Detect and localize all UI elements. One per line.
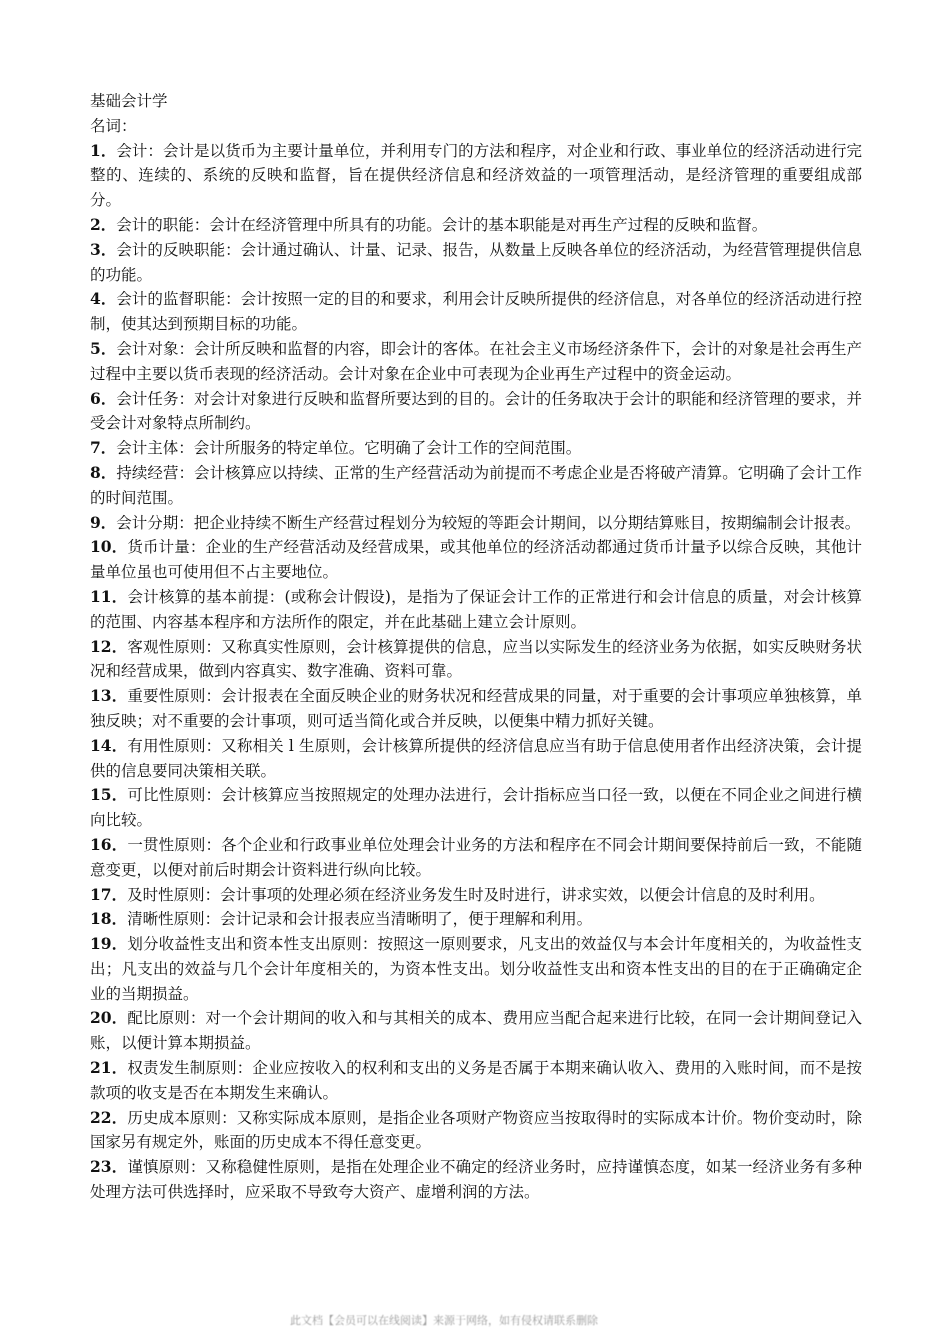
term-entry [90, 387, 862, 437]
page-footer: 此文档【会员可以在线阅读】来源于网络，如有侵权请联系删除 [290, 1314, 598, 1327]
entry-number: 10． [90, 537, 128, 557]
entry-number: 14． [90, 735, 128, 755]
entry-number: 6． [90, 388, 117, 408]
term-entry [90, 337, 862, 387]
entry-text: 权责发生制原则：企业应按收入的权利和支出的义务是否属于本期来确认收入、费用的入账时间，而不是按款项的收支是否在本期发生来确认。 [90, 1059, 862, 1102]
term-entry [90, 883, 862, 908]
entry-number: 12． [90, 636, 128, 656]
entry-number: 11． [90, 586, 128, 606]
entry-number: 15． [90, 785, 128, 805]
entry-number: 4． [90, 289, 117, 309]
term-entry [90, 1056, 862, 1106]
entry-text: 会计主体：会计所服务的特定单位。它明确了会计工作的空间范围。 [116, 439, 582, 458]
entry-number: 9． [90, 512, 117, 532]
entry-text: 持续经营：会计核算应以持续、正常的生产经营活动为前提而不考虑企业是否将破产清算。它明确了会计工作的时间范围。 [90, 463, 862, 507]
entry-number: 16． [90, 834, 128, 854]
entry-text: 配比原则：对一个会计期间的收入和与其相关的成本、费用应当配合起来进行比较，在同一会计期间登记入账，以便计算本期损益。 [90, 1009, 862, 1053]
entry-text: 一贯性原则：各个企业和行政事业单位处理会计业务的方法和程序在不同会计期间要保持前后一致，不能随意变更，以便对前后时期会计资料进行纵向比较。 [90, 835, 862, 879]
term-entry [90, 684, 862, 734]
term-entry [90, 535, 862, 585]
entry-text: 会计核算的基本前提：(或称会计假设)，是指为了保证会计工作的正常进行和会计信息的质量，对会计核算的范围、内容基本程序和方法所作的限定，并在此基础上建立会计原则。 [90, 587, 862, 631]
document-title: 基础会计学 [90, 92, 168, 110]
term-entry [90, 585, 862, 635]
term-entry [90, 932, 862, 1006]
entry-number: 22． [90, 1107, 128, 1127]
term-entry [90, 139, 862, 213]
term-entry [90, 1106, 862, 1156]
entry-text: 会计任务：对会计对象进行反映和监督所要达到的目的。会计的任务取决于会计的职能和经济管理的要求，并受会计对象特点所制约。 [90, 389, 862, 433]
entry-number: 7． [90, 438, 117, 458]
entry-number: 2． [90, 214, 117, 234]
entry-text: 会计分期：把企业持续不断生产经营过程划分为较短的等距会计期间，以分期结算账目，按期编制会计报表。 [116, 513, 861, 532]
entry-number: 20． [90, 1008, 128, 1028]
entry-text: 有用性原则：又称相关 l 生原则，会计核算所提供的经济信息应当有助于信息使用者作出经济决策，会计提供的信息要同决策相关联。 [90, 736, 862, 780]
term-entry [90, 238, 862, 288]
entry-text: 可比性原则：会计核算应当按照规定的处理办法进行，会计指标应当口径一致，以便在不同企业之间进行横向比较。 [90, 786, 862, 830]
entry-number: 21． [90, 1058, 128, 1078]
term-entry [90, 783, 862, 833]
entry-text: 会计：会计是以货币为主要计量单位，并利用专门的方法和程序，对企业和行政、事业单位的经济活动进行完整的、连续的、系统的反映和监督，旨在提供经济信息和经济效益的一项管理活动，是经济管理的重要组成部分。 [90, 141, 862, 210]
term-entry [90, 1006, 862, 1056]
term-entry [90, 734, 862, 784]
entry-text: 客观性原则：又称真实性原则，会计核算提供的信息，应当以实际发生的经济业务为依据，如实反映财务状况和经营成果，做到内容真实、数字准确、资料可靠。 [90, 637, 862, 681]
entry-text: 谨慎原则：又称稳健性原则，是指在处理企业不确定的经济业务时，应持谨慎态度，如某一经济业务有多种处理方法可供选择时，应采取不导致夸大资产、虚增利润的方法。 [90, 1158, 862, 1202]
term-entry [90, 1155, 862, 1205]
entry-number: 5． [90, 338, 117, 358]
term-entry [90, 287, 862, 337]
entry-text: 清晰性原则：会计记录和会计报表应当清晰明了，便于理解和利用。 [127, 910, 593, 929]
entry-text: 会计的职能：会计在经济管理中所具有的功能。会计的基本职能是对再生产过程的反映和监督。 [116, 215, 768, 234]
entry-text: 会计的监督职能：会计按照一定的目的和要求，利用会计反映所提供的经济信息，对各单位的经济活动进行控制，使其达到预期目标的功能。 [90, 290, 862, 334]
entry-text: 重要性原则：会计报表在全面反映企业的财务状况和经营成果的同量，对于重要的会计事项应单独核算，单独反映；对不重要的会计事项，则可适当简化或合并反映，以便集中精力抓好关键。 [90, 687, 862, 730]
entry-number: 19． [90, 934, 128, 954]
term-entry [90, 635, 862, 685]
term-entry [90, 833, 862, 883]
entry-number: 13． [90, 686, 128, 706]
entry-number: 8． [90, 462, 117, 482]
entry-number: 3． [90, 239, 117, 259]
entry-text: 会计对象：会计所反映和监督的内容，即会计的客体。在社会主义市场经济条件下，会计的对象是社会再生产过程中主要以货币表现的经济活动。会计对象在企业中可表现为企业再生产过程中的资金运动。 [90, 339, 862, 383]
term-entry [90, 436, 862, 461]
term-entry [90, 461, 862, 511]
term-entry [90, 511, 862, 536]
entry-text: 货币计量：企业的生产经营活动及经营成果，或其他单位的经济活动都通过货币计量予以综合反映，其他计量单位虽也可使用但不占主要地位。 [90, 538, 862, 582]
entry-number: 17． [90, 884, 128, 904]
section-heading: 名词： [90, 116, 137, 135]
entry-text: 及时性原则：会计事项的处理必须在经济业务发生时及时进行，讲求实效，以便会计信息的及时利用。 [127, 885, 825, 904]
document-body [90, 89, 862, 1205]
term-entry [90, 907, 862, 932]
entry-text: 划分收益性支出和资本性支出原则：按照这一原则要求，凡支出的效益仅与本会计年度相关的，为收益性支出；凡支出的效益与几个会计年度相关的，为资本性支出。划分收益性支出和资本性支出的目的在于正确确定企业的当期损益。 [90, 935, 862, 1003]
term-entry [90, 213, 862, 238]
entry-number: 1． [90, 140, 117, 160]
entry-text: 历史成本原则：又称实际成本原则，是指企业各项财产物资应当按取得时的实际成本计价。物价变动时，除国家另有规定外，账面的历史成本不得任意变更。 [90, 1108, 862, 1152]
entry-text: 会计的反映职能：会计通过确认、计量、记录、报告，从数量上反映各单位的经济活动，为经营管理提供信息的功能。 [90, 240, 862, 284]
entry-number: 18． [90, 909, 128, 929]
entry-number: 23． [90, 1157, 128, 1177]
